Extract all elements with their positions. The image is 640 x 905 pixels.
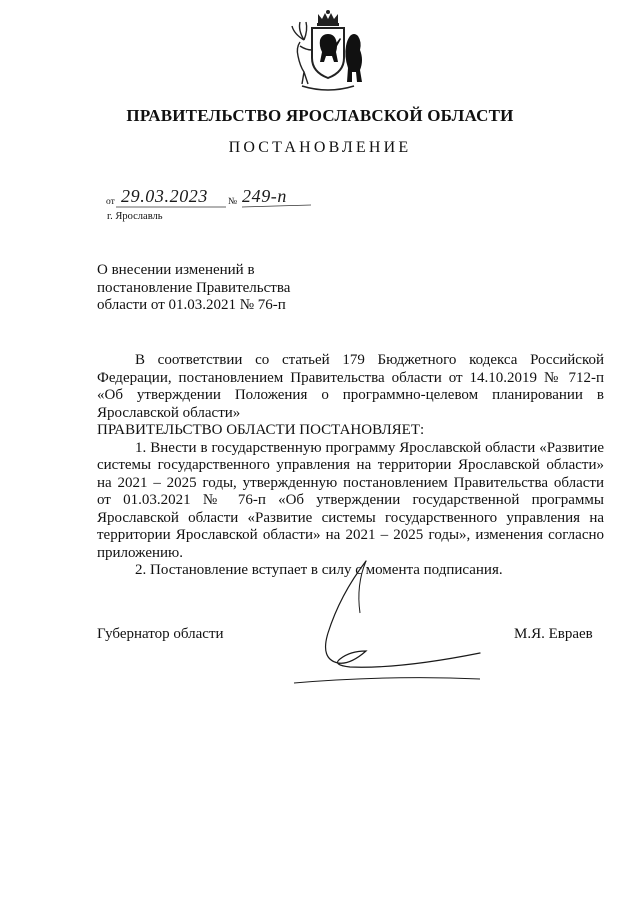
number-prefix: № [228,197,238,207]
handwritten-number: 249-п [242,186,287,206]
item-2-paragraph: 2. Постановление вступает в силу с момента подписания. [135,562,503,578]
registration-line [96,186,326,212]
document-body [97,352,604,580]
organization-title: ПРАВИТЕЛЬСТВО ЯРОСЛАВСКОЙ ОБЛАСТИ [126,106,514,125]
document-type: ПОСТАНОВЛЕНИЕ [228,139,412,156]
date-prefix: от [106,197,115,207]
handwritten-date: 29.03.2023 [121,186,208,206]
coat-of-arms-emblem [282,10,374,92]
registration-underline [96,186,326,212]
document-subject: О внесении изменений в постановление Правительства области от 01.03.2021 № 76-п [97,262,291,313]
item-1-paragraph: 1. Внести в государственную программу Ярославской области «Развитие системы государственного управления на территории Ярославской области» на 2021 – 2025 годы, утвержденную постановлением Правительства области от 01.03.2021 № 76-п «Об утверждении государственной программы Ярославской области «Развитие системы государственного управления на территории Ярославской области» на 2021 – 2025 годы», изменения согласно приложению. [97,439,604,561]
resolves-heading: ПРАВИТЕЛЬСТВО ОБЛАСТИ ПОСТАНОВЛЯЕТ: [97,422,425,438]
preamble-paragraph: В соответствии со статьей 179 Бюджетного кодекса Российской Федерации, постановлением Правительства области от 14.10.2019 № 712-п «Об утверждении Положения о программно-целевом планировании в Ярославской области» [97,352,604,421]
signer-role: Губернатор области [97,626,224,642]
handwritten-signature [280,555,490,690]
city-name: г. Ярославль [107,211,163,222]
signer-name: М.Я. Евраев [514,626,593,642]
